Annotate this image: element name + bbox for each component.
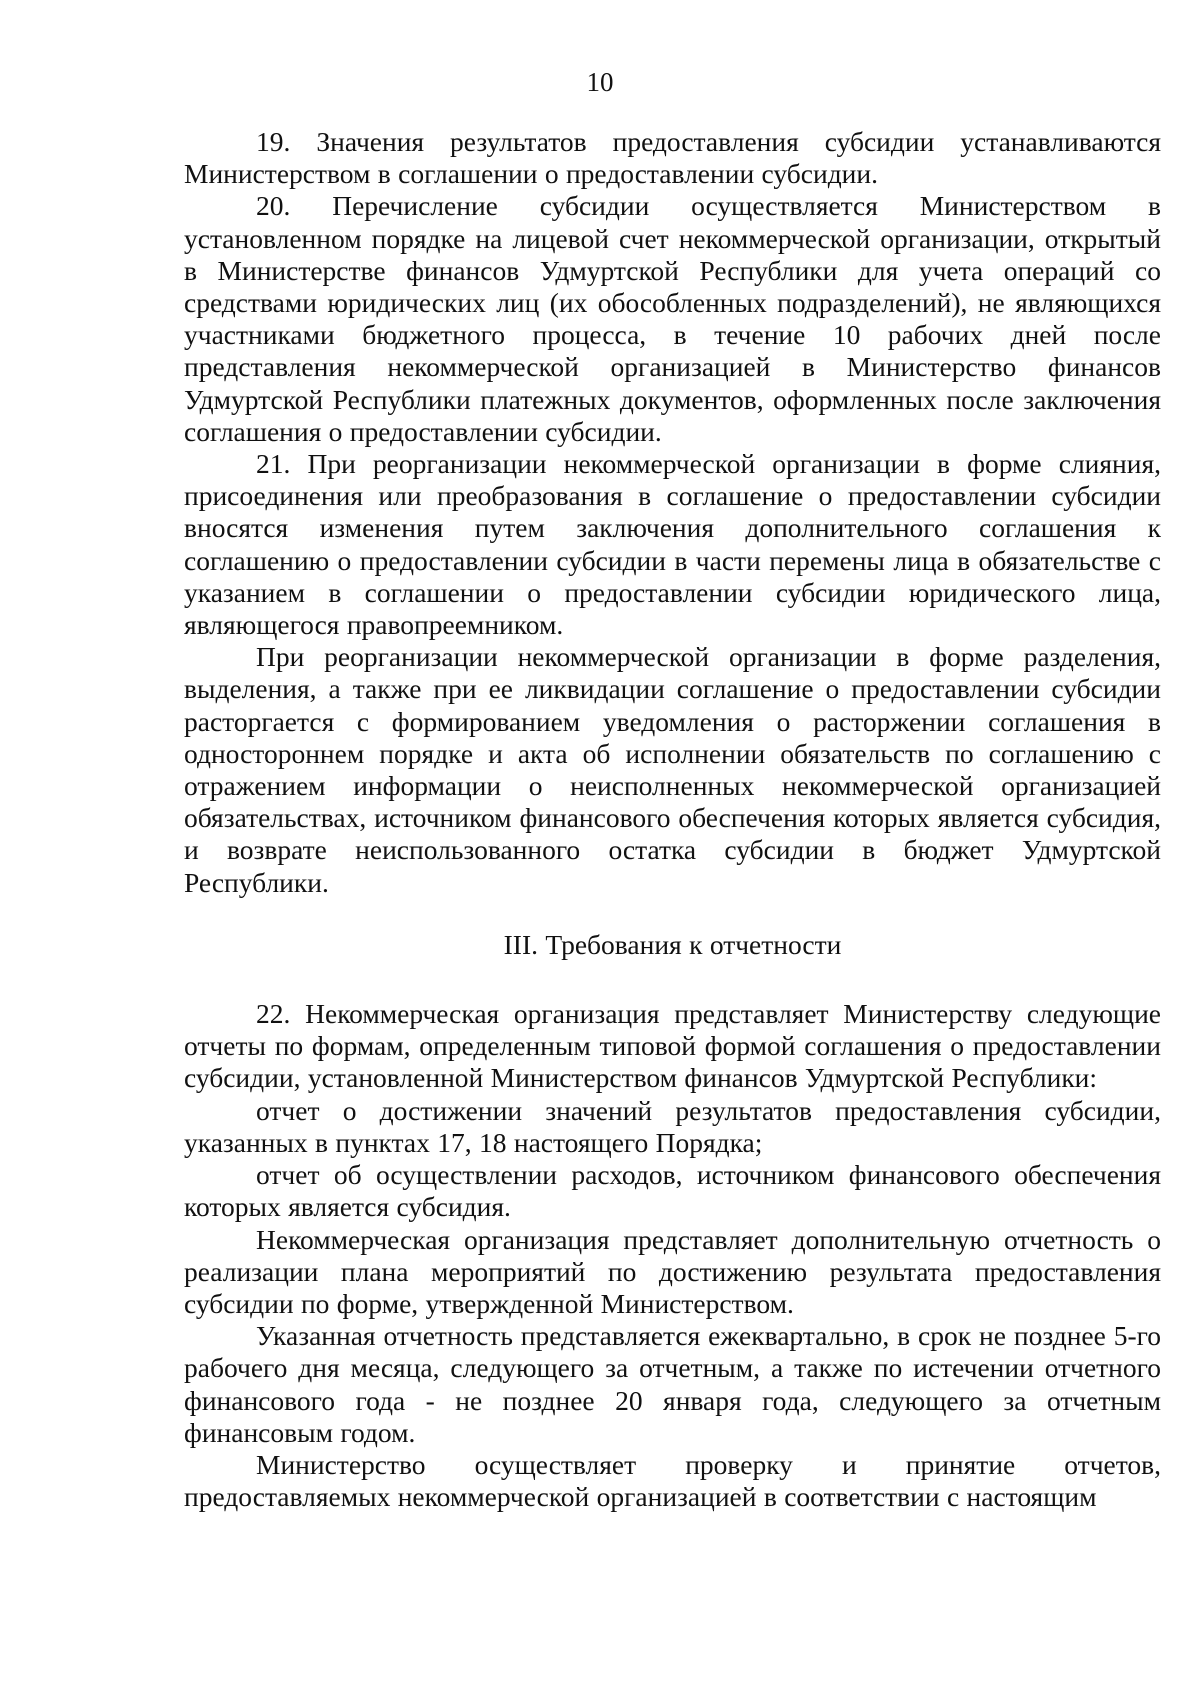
paragraph-ministry-check: Министерство осуществляет проверку и принятие отчетов, предоставляемых некоммерческой организацией в соответствии с настоящим <box>184 1448 1161 1513</box>
section-heading: III. Требования к отчетности <box>503 928 842 960</box>
paragraph-additional-reporting: Некоммерческая организация представляет дополнительную отчетность о реализации плана мероприятий по достижению результата предоставления субсидии по форме, утвержденной Министерством. <box>184 1223 1161 1319</box>
paragraph-21-continued: При реорганизации некоммерческой организации в форме разделения, выделения, а также при ее ликвидации соглашение о предоставлении субсидии расторгается с формированием уведомления о расторжении соглашения в одностороннем порядке и акта об исполнении обязательств по соглашению с отражением информации о неисполненных некоммерческой организацией обязательствах, источником финансового обеспечения которых является субсидия, и возврате неиспользованного остатка субсидии в бюджет Удмуртской Республики. <box>184 641 1161 898</box>
report-item-expenses: отчет об осуществлении расходов, источником финансового обеспечения которых является субсидия. <box>184 1159 1161 1223</box>
document-body <box>184 126 1161 1513</box>
report-item-results: отчет о достижении значений результатов предоставления субсидии, указанных в пунктах 17, 18 настоящего Порядка; <box>184 1094 1161 1158</box>
paragraph-21: 21. При реорганизации некоммерческой организации в форме слияния, присоединения или преобразования в соглашение о предоставлении субсидии вносятся изменения путем заключения дополнительного соглашения к соглашению о предоставлении субсидии в части перемены лица в обязательстве с указанием в соглашении о предоставлении субсидии юридического лица, являющегося правопреемником. <box>184 448 1161 641</box>
paragraph-22: 22. Некоммерческая организация представляет Министерству следующие отчеты по формам, определенным типовой формой соглашения о предоставлении субсидии, установленной Министерством финансов Удмуртской Республики: <box>184 998 1161 1094</box>
paragraph-20: 20. Перечисление субсидии осуществляется Министерством в установленном порядке на лицевой счет некоммерческой организации, открытый в Министерстве финансов Удмуртской Республики для учета операций со средствами юридических лиц (их обособленных подразделений), не являющихся участниками бюджетного процесса, в течение 10 рабочих дней после представления некоммерческой организацией в Министерство финансов Удмуртской Республики платежных документов, оформленных после заключения соглашения о предоставлении субсидии. <box>184 190 1161 447</box>
paragraph-19: 19. Значения результатов предоставления субсидии устанавливаются Министерством в соглашении о предоставлении субсидии. <box>184 126 1161 190</box>
page-number: 10 <box>586 67 614 97</box>
paragraph-reporting-deadline: Указанная отчетность представляется ежеквартально, в срок не позднее 5-го рабочего дня месяца, следующего за отчетным, а также по истечении отчетного финансового года - не позднее 20 января года, следующего за отчетным финансовым годом. <box>184 1320 1161 1448</box>
